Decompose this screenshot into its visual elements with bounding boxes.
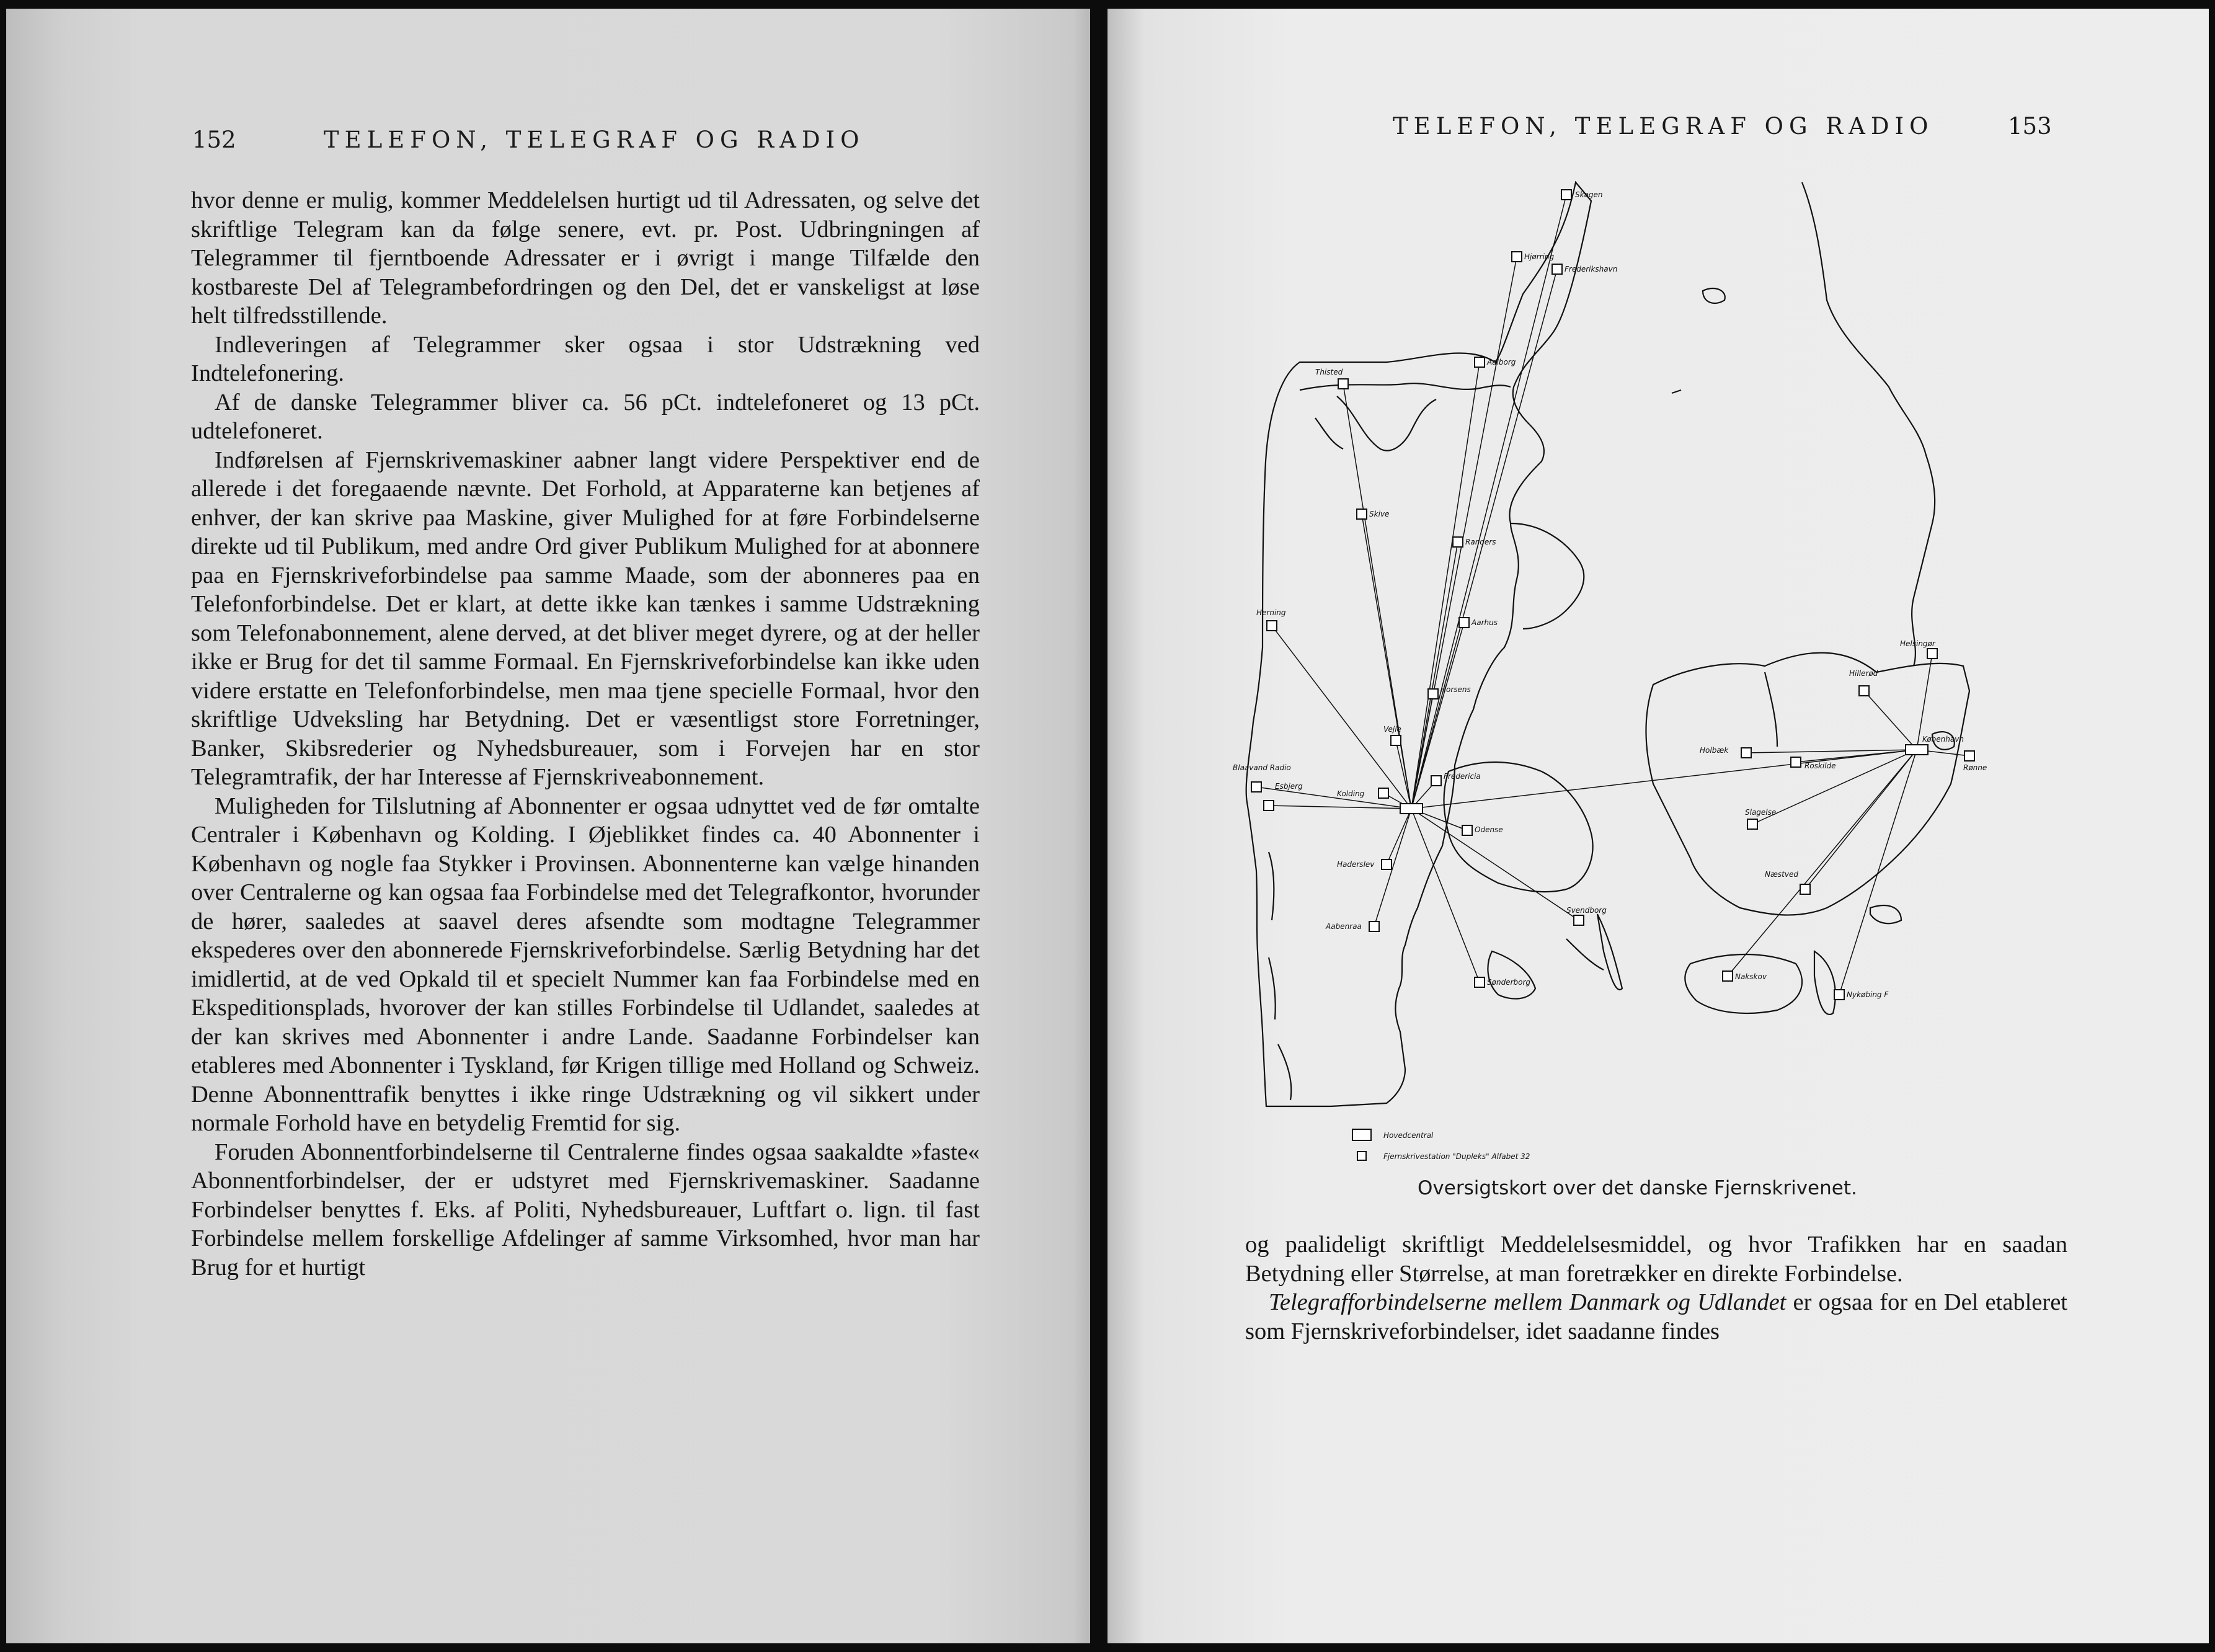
station-marker xyxy=(1428,689,1438,699)
station-marker xyxy=(1741,748,1751,758)
page-number: 153 xyxy=(2008,113,2052,140)
station-marker xyxy=(1391,735,1401,745)
teleprinter-network-map xyxy=(1219,176,1987,1161)
station-label: Frederikshavn xyxy=(1565,265,1618,273)
station-label: København xyxy=(1922,735,1964,744)
map-legend xyxy=(1352,1129,1530,1161)
body-text xyxy=(1245,1230,2067,1346)
station-marker xyxy=(1475,357,1485,367)
station-label: Svendborg xyxy=(1566,906,1607,915)
station-marker xyxy=(1369,921,1379,931)
legend-label: Hovedcentral xyxy=(1383,1131,1434,1140)
station-marker xyxy=(1552,264,1562,274)
station-label: Roskilde xyxy=(1804,762,1836,770)
station-label: Horsens xyxy=(1440,685,1471,694)
station-marker xyxy=(1964,751,1974,761)
station-label: Helsingør xyxy=(1900,639,1935,648)
coastline-lolland xyxy=(1685,954,1802,1013)
paragraph: Indførelsen af Fjernskrivemaskiner aabner langt videre Perspektiver end de allerede i det foregaaende nævnte. Det Forhold, at Apparaterne kan betjenes af enhver, der kan skrive paa Maskine, giver Mulighed for at føre Forbindelserne direkte ud til Publikum, med andre Ord giver Publikum Mulighed for at abonnere paa en Fjernskriveforbindelse paa samme Maade, som der abonneres paa en Telefonforbindelse. Det er klart, at dette ikke kan tænkes i samme Udstrækning som Telefonabonnement, alene derved, at det bliver meget dyrere, og at der heller ikke er Brug for det til samme Formaal. En Fjernskriveforbindelse kan ikke uden videre erstatte en Telefonforbindelse, men maa tjene specielle Formaal, hvor den skriftlige Udveksling har Betydning. Det er væsentligst store Forretninger, Banker, Skibsrederier og Nyhedsbureauer, som i Forvejen har en stor Telegramtrafik, der har Interesse af Fjernskriveabonnement. xyxy=(191,446,980,790)
station-label: Odense xyxy=(1475,825,1503,834)
station-marker xyxy=(1382,859,1392,869)
station-marker xyxy=(1357,509,1367,519)
legend-hub-symbol xyxy=(1352,1129,1371,1140)
station-label: Thisted xyxy=(1315,368,1343,376)
legend-label: Fjernskrivestation "Dupleks" Alfabet 32 xyxy=(1383,1152,1530,1161)
body-text xyxy=(191,186,980,1282)
station-label: Kolding xyxy=(1337,789,1365,798)
station-label: Skive xyxy=(1369,510,1390,518)
paragraph-rest: er ogsaa for en Del etableret som Fjernskriveforbindelser, idet saadanne findes xyxy=(1245,1289,2067,1344)
station-marker xyxy=(1859,686,1869,696)
paragraph: og paalideligt skriftligt Meddelelsesmiddel, og hvor Trafikken har en saadan Betydning eller Størrelse, at man foretrækker en direkte Forbindelse. xyxy=(1245,1232,2067,1287)
station-label: Blaavand Radio xyxy=(1233,763,1291,772)
station-marker xyxy=(1378,788,1388,798)
italic-phrase: Telegrafforbindelserne mellem Danmark og Udlandet xyxy=(1269,1289,1787,1315)
station-marker xyxy=(1791,757,1801,767)
station-marker xyxy=(1338,379,1348,389)
station-marker xyxy=(1459,618,1469,628)
station-marker xyxy=(1264,801,1274,810)
station-label: Slagelse xyxy=(1745,808,1777,817)
station-label: Nakskov xyxy=(1735,972,1767,981)
paragraph: Indleveringen af Telegrammer sker ogsaa i stor Udstrækning ved Indtelefonering. xyxy=(191,331,980,386)
paragraph: Foruden Abonnentforbindelserne til Centralerne findes ogsaa saakaldte »faste« Abonnentforbindelser, der er udstyret med Fjernskrivemaskiner. Saadanne Forbindelser benyttes f. Eks. af Politi, Nyhedsbureauer, Luftfart o. lign. til fast Forbindelse mellem forskellige Afdelinger af samme Virksomhed, hvor man har Brug for et hurtigt xyxy=(191,1139,980,1281)
station-label: Holbæk xyxy=(1700,746,1729,755)
station-label: Aabenraa xyxy=(1326,922,1362,931)
right-page xyxy=(1108,9,2209,1643)
station-marker xyxy=(1834,990,1844,1000)
station-label: Hillerød xyxy=(1849,669,1878,678)
station-label: Haderslev xyxy=(1337,860,1375,869)
station-label: Hjørring xyxy=(1524,252,1555,261)
station-label: Næstved xyxy=(1765,870,1798,879)
station-marker xyxy=(1251,782,1261,792)
station-label: Fredericia xyxy=(1444,772,1481,781)
station-marker xyxy=(1927,649,1937,659)
station-marker xyxy=(1723,971,1733,981)
paragraph: Muligheden for Tilslutning af Abonnenter er ogsaa udnyttet ved de før omtalte Centraler i København og Kolding. I Øjeblikket findes ca. 40 Abonnenter i København og nogle faa Stykker i Provinsen. Abonnenterne kan vælge hinanden over Centralerne og kan ogsaa faa Forbindelse med det Telegrafkontor, hvorunder de hører, saaledes at saavel deres afsendte som modtagne Telegrammer ekspederes over den abonnerede Fjernskriveforbindelse. Særlig Betydning har det imidlertid, at de ved Opkald til et specielt Nummer kan faa Forbindelse med en Ekspeditionsplads, hvorover der kan stilles Forbindelse til Udlandet, saaledes at der kan skrives med Abonnenter i andre Lande. Saadanne Forbindelser kan etableres med Abonnenter i Tyskland, før Krigen tillige med Holland og Schweiz. Denne Abonnenttrafik benyttes i ikke ringe Udstrækning og vil sikkert under normale Forhold have en betydelig Fremtid for sig. xyxy=(191,793,980,1136)
station-marker xyxy=(1800,884,1810,894)
station-marker xyxy=(1747,819,1757,829)
paragraph: hvor denne er mulig, kommer Meddelelsen hurtigt ud til Adressaten, og selve det skriftlige Telegram kan da følge senere, evt. pr. Post. Udbringningen af Telegrammer til fjerntboende Adressater er i øvrigt i mange Tilfælde den kostbareste Del af Telegrambefordringen og den Del, det er vanskeligst at løse helt tilfredsstillende. xyxy=(191,187,980,329)
station-marker xyxy=(1475,977,1485,987)
map-caption: Oversigtskort over det danske Fjernskrivenet. xyxy=(1418,1177,1857,1199)
station-label: Randers xyxy=(1465,538,1496,546)
stations xyxy=(1251,190,1974,1000)
left-page xyxy=(6,9,1090,1643)
station-label: Esbjerg xyxy=(1275,782,1303,791)
station-label: Skagen xyxy=(1575,190,1603,199)
station-marker xyxy=(1512,252,1522,262)
hub-kobenhavn xyxy=(1906,745,1928,755)
station-label: Herning xyxy=(1256,608,1286,617)
coastline-zealand xyxy=(1646,653,1969,915)
station-marker xyxy=(1267,621,1277,631)
coastline-jutland xyxy=(1246,182,1591,1106)
station-marker xyxy=(1462,825,1472,835)
paragraph: Af de danske Telegrammer bliver ca. 56 pCt. indtelefoneret og 13 pCt. udtelefoneret. xyxy=(191,389,980,444)
station-label: Sønderborg xyxy=(1487,978,1531,987)
station-label: Rønne xyxy=(1963,763,1987,772)
coastline-sweden xyxy=(1802,182,1935,666)
legend-station-symbol xyxy=(1357,1152,1366,1160)
running-head: TELEFON, TELEGRAF OG RADIO xyxy=(324,127,865,153)
station-marker xyxy=(1453,537,1463,547)
network-lines xyxy=(1256,195,1969,995)
page-number: 152 xyxy=(192,127,236,153)
station-label: Vejle xyxy=(1383,725,1401,734)
station-label: Aalborg xyxy=(1487,358,1516,366)
running-head: TELEFON, TELEGRAF OG RADIO xyxy=(1393,113,1934,140)
station-marker xyxy=(1561,190,1571,200)
paragraph xyxy=(1245,1288,2067,1346)
hub-kolding xyxy=(1400,804,1423,814)
station-label: Aarhus xyxy=(1471,618,1498,627)
station-marker xyxy=(1574,915,1584,925)
station-marker xyxy=(1431,776,1441,786)
station-label: Nykøbing F xyxy=(1847,990,1889,999)
